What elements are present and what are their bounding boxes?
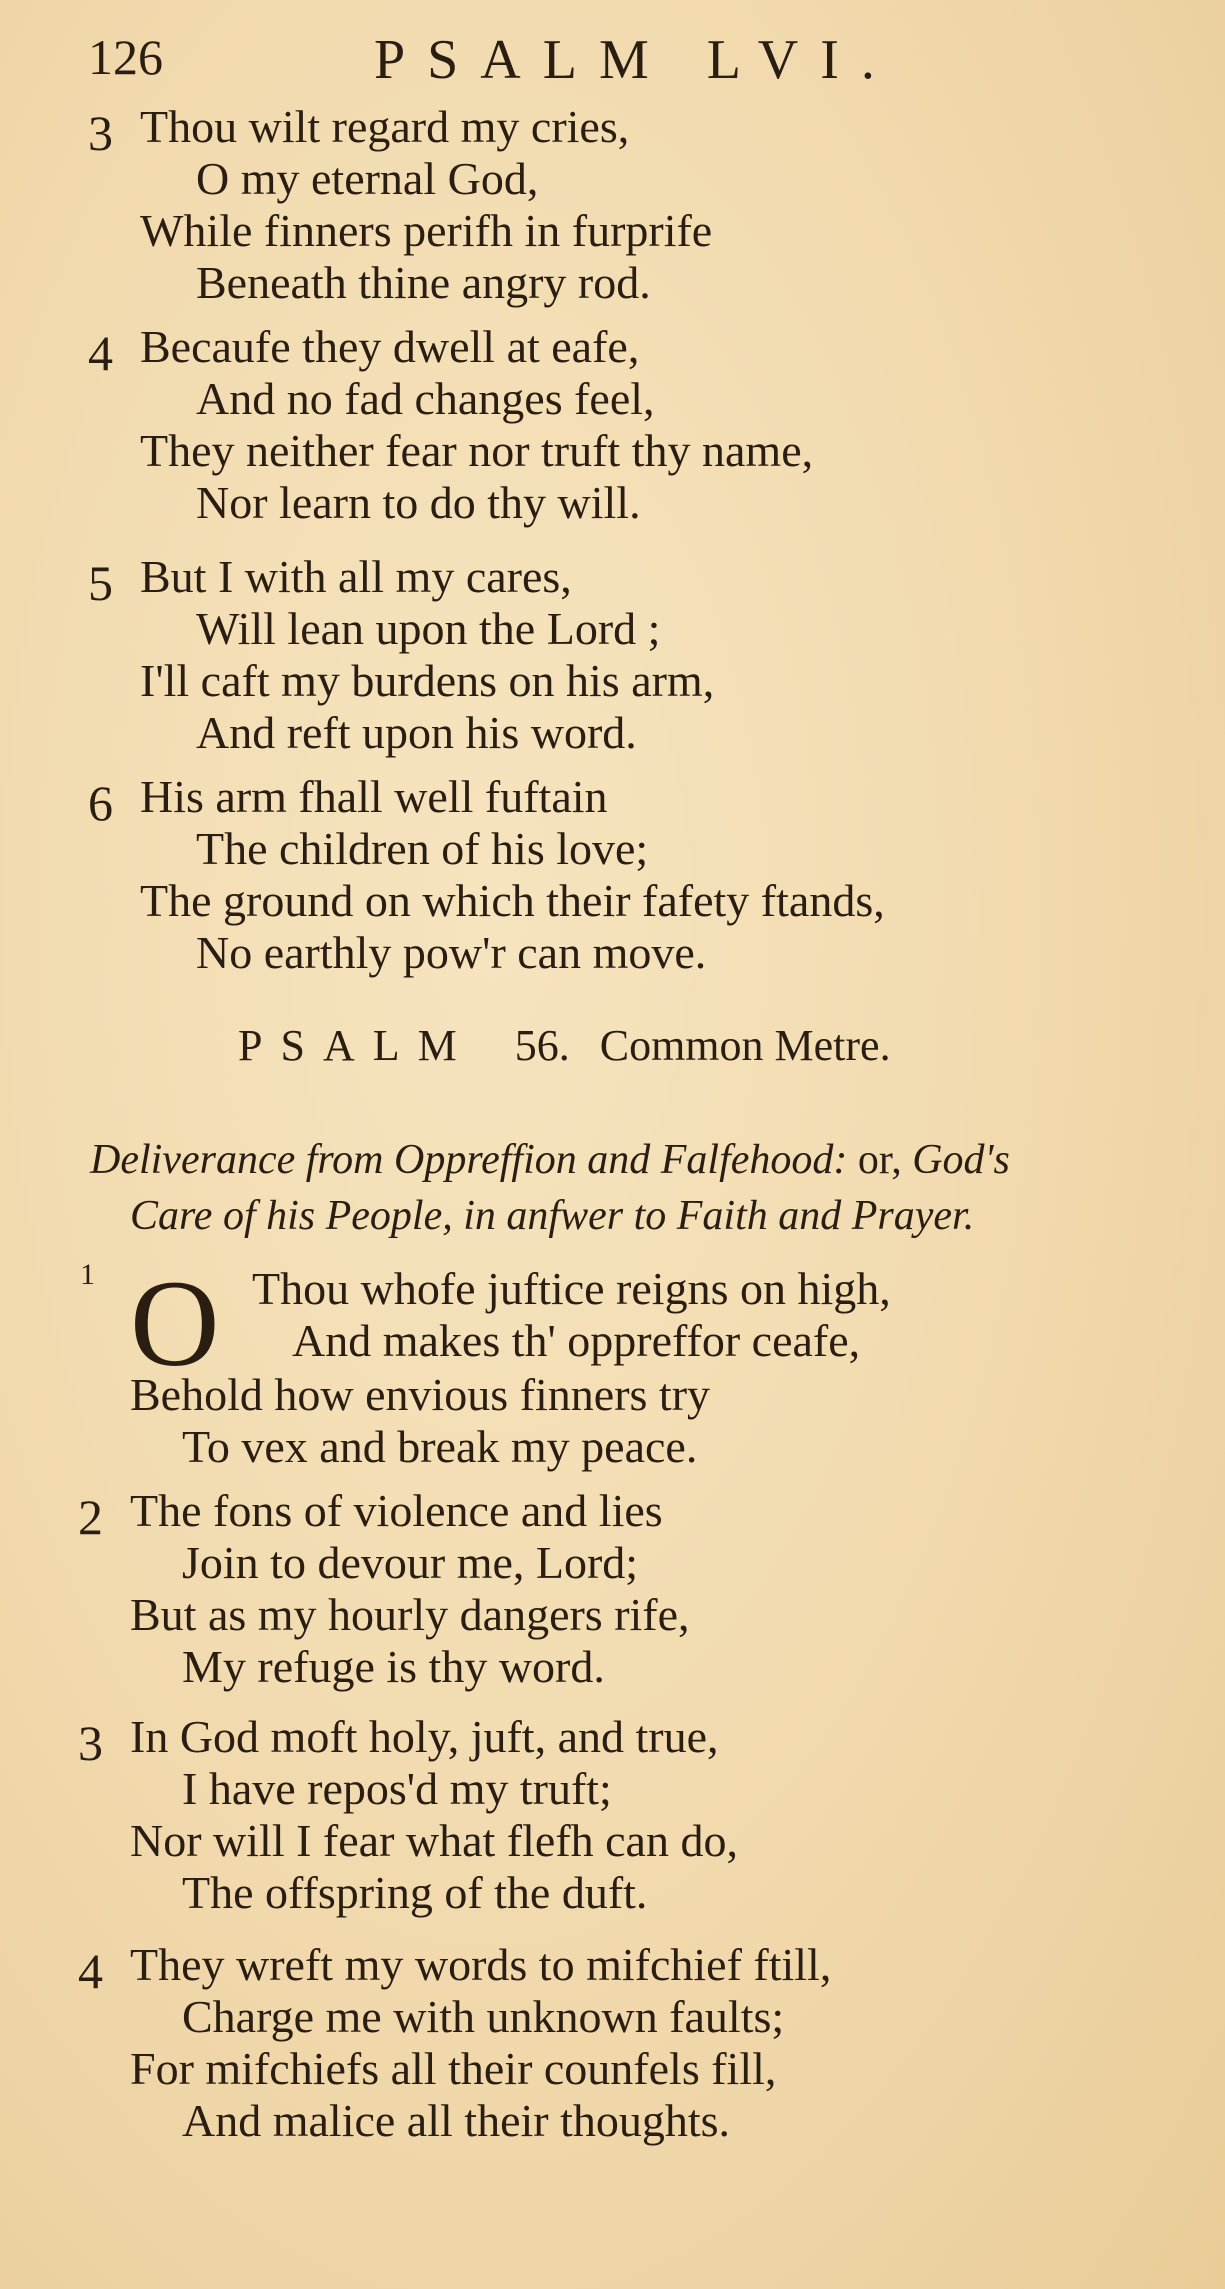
verse-line: The ground on which their fafety ftands, <box>140 875 885 926</box>
verse-line: The children of his love; <box>196 823 649 874</box>
verse-line: And reft upon his word. <box>196 707 637 758</box>
argument-part1: Deliverance from Oppreffion and Falfehood: <box>90 1137 848 1183</box>
psalm-heading <box>238 1020 891 1071</box>
verse-line: In God moft holy, juft, and true, <box>130 1711 719 1762</box>
verse-number: 2 <box>78 1489 103 1545</box>
verse-line: Will lean upon the Lord ; <box>196 603 661 654</box>
verse-number: 4 <box>78 1943 103 1999</box>
psalm-word: PSALM <box>238 1021 475 1070</box>
drop-cap: O <box>130 1255 220 1392</box>
verse-line: To vex and break my peace. <box>182 1421 698 1472</box>
verse-line: They neither fear nor truft thy name, <box>140 425 814 476</box>
verse-line: Nor will I fear what flefh can do, <box>130 1815 738 1866</box>
psalm-argument <box>90 1132 1200 1244</box>
verse-line: Nor learn to do thy will. <box>196 477 641 528</box>
verse-number: 1 <box>80 1258 95 1291</box>
verse-line: And malice all their thoughts. <box>182 2095 731 2146</box>
verse-number: 5 <box>88 555 113 611</box>
verse-line: Beneath thine angry rod. <box>196 257 651 308</box>
argument-or: or, <box>857 1137 902 1183</box>
argument-line2: Care of his People, in anfwer to Faith and Prayer. <box>130 1193 975 1239</box>
running-title: PSALM LVI. <box>374 29 897 91</box>
verse-line: For mifchiefs all their counfels fill, <box>130 2043 777 2094</box>
verse-line: Charge me with unknown faults; <box>182 1991 785 2042</box>
verse-line: Thou wilt regard my cries, <box>140 101 630 152</box>
verse-number: 3 <box>88 105 113 161</box>
verse-line: I have repos'd my truft; <box>182 1763 612 1814</box>
verse-line: O my eternal God, <box>196 153 539 204</box>
verse-line: No earthly pow'r can move. <box>196 927 707 978</box>
verse-line: But as my hourly dangers rife, <box>130 1589 690 1640</box>
psalm-metre: Common Metre. <box>599 1021 891 1070</box>
verse-line: They wreft my words to mifchief ftill, <box>130 1939 832 1990</box>
verse-line: And no fad changes feel, <box>196 373 655 424</box>
verse-line: Join to devour me, Lord; <box>182 1537 639 1588</box>
verse-line: But I with all my cares, <box>140 551 572 602</box>
verse-line: The fons of violence and lies <box>130 1485 663 1536</box>
verse-line: The offspring of the duft. <box>182 1867 648 1918</box>
verse-number: 6 <box>88 775 113 831</box>
verse-line: Behold how envious finners try <box>130 1369 711 1420</box>
page-number: 126 <box>88 29 163 85</box>
verse-number: 4 <box>88 325 113 381</box>
psalm-number: 56. <box>514 1021 570 1070</box>
verse-line: Thou whofe juftice reigns on high, <box>252 1263 891 1314</box>
verse-line: While finners perifh in furprife <box>140 205 713 256</box>
verse-line: His arm fhall well fuftain <box>140 771 608 822</box>
verse-line: And makes th' oppreffor ceafe, <box>292 1315 861 1366</box>
page-header <box>88 28 1188 98</box>
argument-part2: God's <box>912 1137 1010 1183</box>
verse-number: 3 <box>78 1715 103 1771</box>
verse-line: Becaufe they dwell at eafe, <box>140 321 640 372</box>
verse-line: My refuge is thy word. <box>182 1641 605 1692</box>
verse-line: I'll caft my burdens on his arm, <box>140 655 715 706</box>
